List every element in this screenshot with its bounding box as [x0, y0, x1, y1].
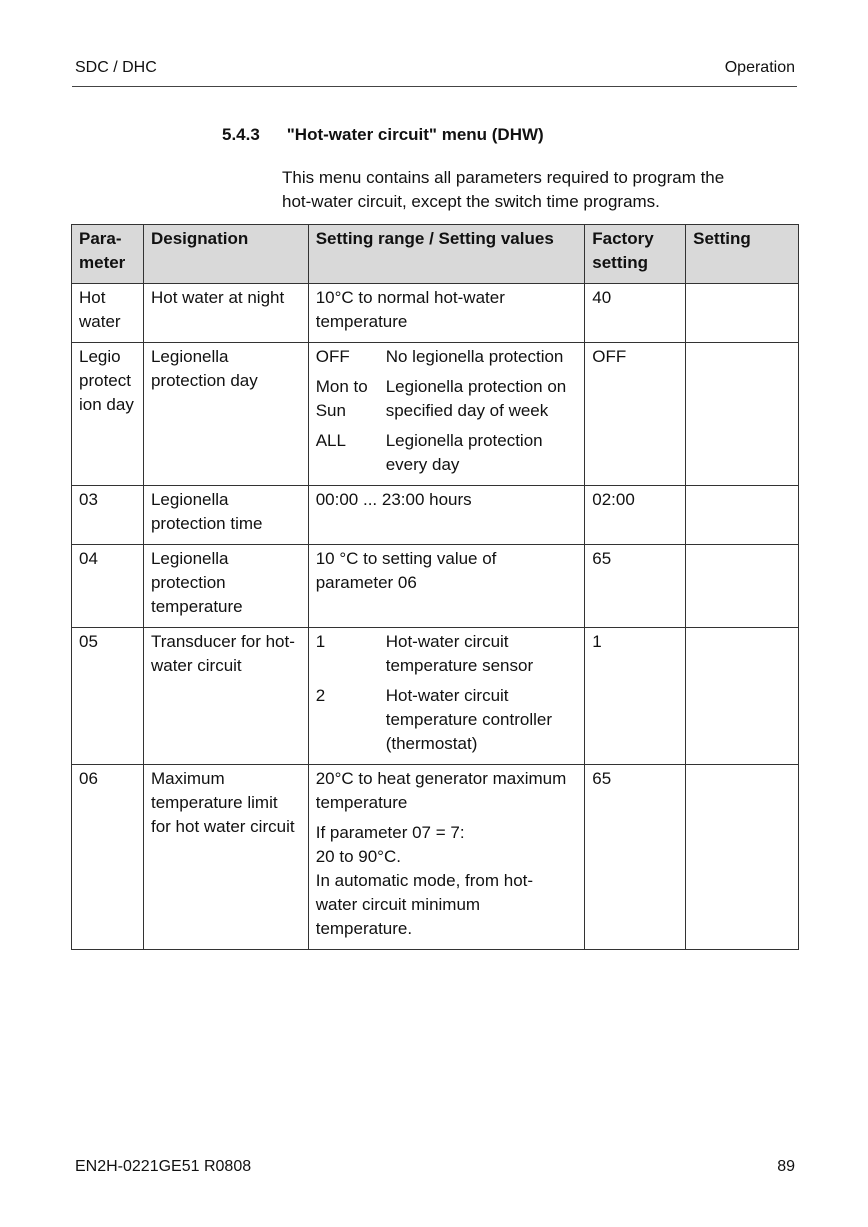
option-key [316, 429, 386, 477]
parameter-cell [72, 628, 144, 765]
parameter-text: 04 [79, 549, 98, 568]
option-description-text: Legionella protection [385, 431, 543, 450]
parameter-text: 05 [79, 632, 98, 651]
table-row [72, 343, 799, 486]
option-description [386, 345, 578, 369]
section-intro [282, 166, 782, 214]
range-text: 00:00 ... 23:00 hours [315, 490, 472, 509]
parameter-table [71, 224, 799, 950]
designation-text: for hot water circuit [150, 817, 295, 836]
table-row [72, 486, 799, 545]
option-key [316, 345, 386, 369]
option-key [316, 684, 386, 756]
range-text: temperature [315, 312, 408, 331]
header-product: SDC / DHC [75, 59, 157, 76]
designation-text: water circuit [150, 656, 242, 675]
range-text: 10°C to normal hot-water [315, 288, 505, 307]
range-text: In automatic mode, from hot- [315, 871, 534, 890]
header-chapter: Operation [724, 59, 795, 76]
factory-setting-cell: 65 [585, 545, 686, 628]
option-description [386, 630, 578, 678]
parameter-text: ion day [79, 395, 134, 414]
option-description-text: Hot-water circuit [385, 686, 509, 705]
parameter-text: protect [79, 371, 131, 390]
option-key [316, 375, 386, 423]
range-text: 20 to 90°C. [315, 847, 401, 866]
factory-setting-cell: 02:00 [585, 486, 686, 545]
option-key-text: 2 [315, 686, 326, 705]
option-description-text: every day [385, 455, 460, 474]
designation-text: temperature [150, 597, 243, 616]
table-row [72, 628, 799, 765]
intro-line: This menu contains all parameters required to program the [282, 168, 725, 187]
setting-option [316, 630, 578, 678]
factory-setting-cell: 65 [585, 765, 686, 950]
designation-cell [143, 628, 308, 765]
setting-range-cell [308, 284, 585, 343]
factory-setting-cell: 1 [585, 628, 686, 765]
table-row [72, 545, 799, 628]
range-text: If parameter 07 = 7: [315, 823, 465, 842]
header-factory-setting: Factory setting [585, 225, 686, 284]
setting-option [316, 684, 578, 756]
parameter-cell [72, 486, 144, 545]
designation-text: protection [150, 573, 226, 592]
designation-text: Transducer for hot- [150, 632, 295, 651]
designation-text: protection time [150, 514, 263, 533]
option-description-text: Legionella protection on [385, 377, 567, 396]
page-number: 89 [777, 1158, 795, 1175]
option-key-text: 1 [315, 632, 326, 651]
user-setting-cell [686, 343, 799, 486]
range-text: 10 °C to setting value of [315, 549, 497, 568]
header-parameter: Para- meter [72, 225, 144, 284]
document-code: EN2H-0221GE51 R0808 [75, 1158, 252, 1175]
intro-line: hot-water circuit, except the switch time programs. [282, 192, 660, 211]
user-setting-cell [686, 284, 799, 343]
designation-text: Hot water at night [150, 288, 285, 307]
option-key-text: ALL [315, 431, 346, 450]
designation-cell [143, 343, 308, 486]
option-key-text: Mon to [315, 377, 368, 396]
designation-cell [143, 765, 308, 950]
range-text: parameter 06 [315, 573, 417, 592]
designation-text: Legionella [150, 347, 229, 366]
range-text: water circuit minimum [315, 895, 481, 914]
option-description [386, 375, 578, 423]
option-key-text: Sun [315, 401, 346, 420]
table-header-row [72, 225, 799, 284]
factory-setting-cell: 40 [585, 284, 686, 343]
user-setting-cell [686, 765, 799, 950]
table-row [72, 284, 799, 343]
header-designation: Designation [143, 225, 308, 284]
parameter-cell [72, 284, 144, 343]
option-description-text: temperature sensor [385, 656, 534, 675]
table-body [72, 284, 799, 950]
designation-text: Maximum [150, 769, 225, 788]
setting-option [316, 345, 578, 369]
header-setting: Setting [686, 225, 799, 284]
table-row [72, 765, 799, 950]
section-heading [222, 125, 544, 145]
parameter-text: Hot [79, 288, 106, 307]
designation-cell [143, 545, 308, 628]
designation-cell [143, 486, 308, 545]
setting-option [316, 429, 578, 477]
designation-text: temperature limit [150, 793, 278, 812]
section-title: "Hot-water circuit" menu (DHW) [286, 125, 544, 144]
page-header [72, 57, 797, 87]
option-description-text: specified day of week [385, 401, 549, 420]
header-setting-range: Setting range / Setting values [308, 225, 585, 284]
option-description-text: Hot-water circuit [385, 632, 509, 651]
setting-range-cell [308, 765, 585, 950]
option-description-text: No legionella protection [385, 347, 564, 366]
option-description-text: temperature controller [385, 710, 553, 729]
user-setting-cell [686, 545, 799, 628]
parameter-cell [72, 343, 144, 486]
option-description [386, 429, 578, 477]
option-key-text: OFF [315, 347, 350, 366]
user-setting-cell [686, 628, 799, 765]
factory-setting-cell: OFF [585, 343, 686, 486]
parameter-text: 03 [79, 490, 98, 509]
range-text: 20°C to heat generator maximum [315, 769, 567, 788]
range-paragraph [316, 767, 578, 815]
section-number: 5.4.3 [222, 125, 260, 144]
setting-range-cell [308, 628, 585, 765]
setting-range-cell [308, 343, 585, 486]
range-text: temperature. [315, 919, 413, 938]
parameter-text: 06 [79, 769, 98, 788]
parameter-text: water [79, 312, 121, 331]
parameter-text: Legio [79, 347, 121, 366]
option-description-text: (thermostat) [385, 734, 478, 753]
designation-cell [143, 284, 308, 343]
setting-option [316, 375, 578, 423]
parameter-cell [72, 765, 144, 950]
parameter-cell [72, 545, 144, 628]
option-description [386, 684, 578, 756]
user-setting-cell [686, 486, 799, 545]
designation-text: Legionella [150, 549, 229, 568]
range-text: temperature [315, 793, 408, 812]
range-paragraph [316, 821, 578, 941]
option-key [316, 630, 386, 678]
designation-text: protection day [150, 371, 258, 390]
setting-range-cell [308, 486, 585, 545]
designation-text: Legionella [150, 490, 229, 509]
setting-range-cell [308, 545, 585, 628]
